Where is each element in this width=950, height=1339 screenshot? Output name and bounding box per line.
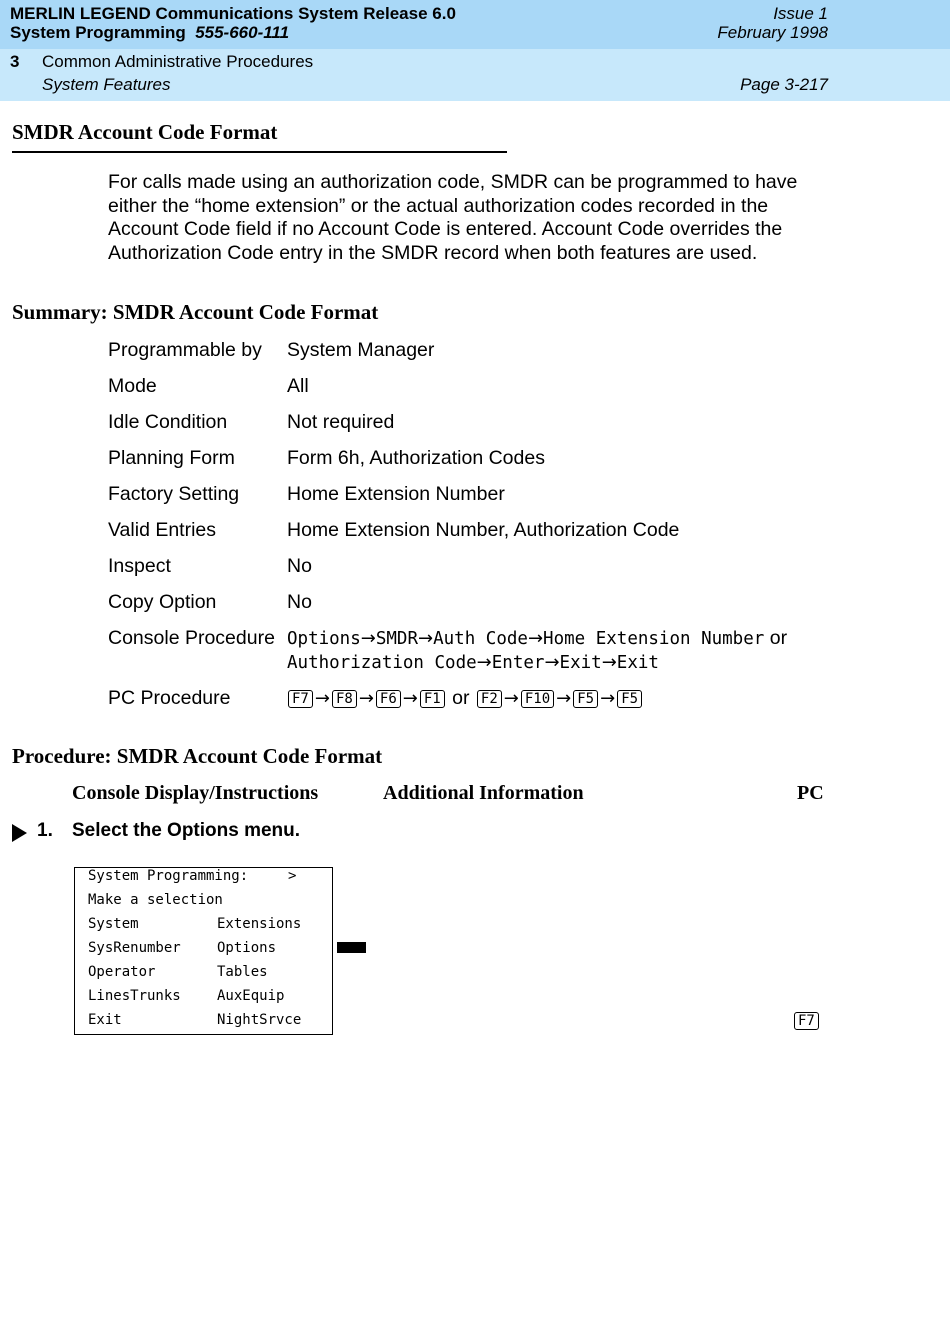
function-key: F1 xyxy=(420,690,445,708)
console-or: or xyxy=(769,627,788,649)
screen-more-indicator: > xyxy=(288,868,297,884)
screen-option-exit: Exit xyxy=(88,1012,122,1028)
arrow-icon: → xyxy=(358,688,374,709)
console-step: Authorization Code xyxy=(287,653,477,673)
summary-value-valid: Home Extension Number, Authorization Code xyxy=(287,519,680,541)
function-key: F2 xyxy=(477,690,502,708)
arrow-icon: → xyxy=(314,688,330,709)
document-title: MERLIN LEGEND Communications System Release 6.0 xyxy=(10,4,456,23)
function-key: F7 xyxy=(794,1012,819,1030)
chapter-number: 3 xyxy=(10,52,20,71)
step-number: 1. xyxy=(37,820,53,841)
heading-rule xyxy=(12,151,507,153)
summary-value-idle: Not required xyxy=(287,411,395,433)
arrow-icon: → xyxy=(503,688,519,709)
console-step: Auth Code xyxy=(433,629,528,649)
function-key: F5 xyxy=(617,690,642,708)
chapter-title: Common Administrative Procedures xyxy=(42,52,314,71)
page-number: Page 3-217 xyxy=(740,75,828,94)
column-header-pc: PC xyxy=(797,782,824,804)
arrow-icon: → xyxy=(418,628,434,649)
arrow-icon: → xyxy=(544,652,560,673)
summary-value-programmable: System Manager xyxy=(287,339,435,361)
procedure-heading: Procedure: SMDR Account Code Format xyxy=(12,744,383,768)
console-step: Exit xyxy=(616,653,659,673)
issue-label: Issue 1 xyxy=(773,4,828,23)
summary-value-factory: Home Extension Number xyxy=(287,483,505,505)
arrow-icon: → xyxy=(402,688,418,709)
console-step: SMDR xyxy=(375,629,419,649)
summary-value-inspect: No xyxy=(287,555,312,577)
arrow-icon: → xyxy=(601,652,617,673)
console-procedure-label: Console Procedure xyxy=(108,627,275,649)
screen-option-auxequip: AuxEquip xyxy=(217,988,285,1004)
screen-option-linestrunks: LinesTrunks xyxy=(88,988,181,1004)
screen-option-system: System xyxy=(88,916,139,932)
column-header-info: Additional Information xyxy=(383,782,584,804)
console-step: Exit xyxy=(559,653,602,673)
subtitle-text: System Programming xyxy=(10,23,186,42)
console-step: Options xyxy=(287,629,361,649)
screen-option-extensions: Extensions xyxy=(217,916,302,932)
column-header-console: Console Display/Instructions xyxy=(72,782,319,804)
doc-number: 555-660-111 xyxy=(195,23,290,42)
pc-or: or xyxy=(452,687,470,709)
summary-value-copy: No xyxy=(287,591,312,613)
summary-value-mode: All xyxy=(287,375,309,397)
console-display xyxy=(74,867,333,1035)
arrow-icon: → xyxy=(476,652,492,673)
screen-option-tables: Tables xyxy=(217,964,268,980)
screen-line-title: System Programming: xyxy=(88,868,249,884)
arrow-icon: → xyxy=(360,628,376,649)
intro-paragraph: For calls made using an authorization code, SMDR can be programmed to have either the “home extension” or the actual authorization codes recorded in the Account Code field if no Account Code is entered. Account Code overrides the Authorization Code entry in the SMDR record when both features are used. xyxy=(108,171,798,265)
function-key: F6 xyxy=(376,690,401,708)
summary-label-programmable: Programmable by xyxy=(108,339,262,361)
arrow-icon: → xyxy=(556,688,572,709)
step-marker-icon xyxy=(12,824,28,847)
screen-option-nightsrvce: NightSrvce xyxy=(217,1012,302,1028)
console-procedure-line-2 xyxy=(287,650,659,675)
summary-label-idle: Idle Condition xyxy=(108,411,228,433)
summary-value-planning: Form 6h, Authorization Codes xyxy=(287,447,545,469)
screen-option-sysrenumber: SysRenumber xyxy=(88,940,181,956)
screen-option-operator: Operator xyxy=(88,964,156,980)
pc-key-wrapper xyxy=(792,1012,821,1030)
console-step: Home Extension Number xyxy=(543,629,765,649)
summary-label-planning: Planning Form xyxy=(108,447,235,469)
arrow-icon: → xyxy=(600,688,616,709)
function-key: F10 xyxy=(521,690,554,708)
arrow-icon: → xyxy=(527,628,544,649)
summary-label-inspect: Inspect xyxy=(108,555,171,577)
pc-procedure-label: PC Procedure xyxy=(108,687,231,709)
summary-label-valid: Valid Entries xyxy=(108,519,217,541)
page-heading: SMDR Account Code Format xyxy=(12,120,278,144)
selection-indicator xyxy=(337,942,366,953)
summary-label-mode: Mode xyxy=(108,375,157,397)
screen-option-options: Options xyxy=(217,940,277,956)
summary-label-copy: Copy Option xyxy=(108,591,217,613)
function-key: F7 xyxy=(288,690,313,708)
function-key: F8 xyxy=(332,690,357,708)
pc-procedure-keys xyxy=(286,686,644,711)
summary-heading: Summary: SMDR Account Code Format xyxy=(12,300,379,324)
console-procedure-line-1 xyxy=(287,626,787,651)
screen-line-prompt: Make a selection xyxy=(88,892,223,908)
summary-label-factory: Factory Setting xyxy=(108,483,240,505)
issue-date: February 1998 xyxy=(717,23,828,42)
function-key: F5 xyxy=(573,690,598,708)
section-title: System Features xyxy=(42,75,171,94)
console-step: Enter xyxy=(491,653,545,673)
step-text: Select the Options menu. xyxy=(72,820,301,841)
document-subtitle xyxy=(10,23,289,43)
